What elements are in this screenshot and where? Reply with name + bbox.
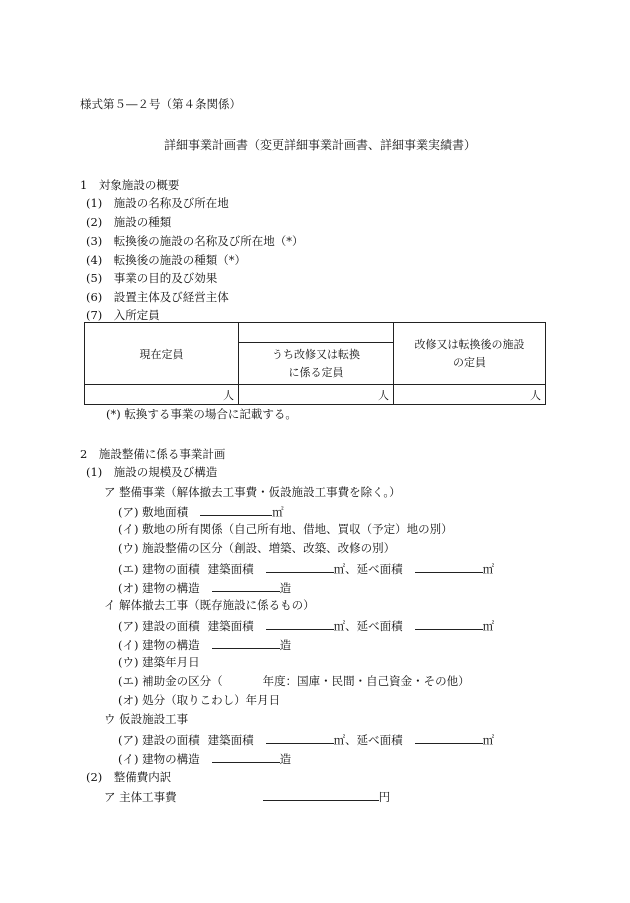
sqm-unit: ㎡ [333, 562, 346, 576]
post-conversion-header-line2: の定員 [453, 355, 486, 369]
section1-item-1: (1) 施設の名称及び所在地 [86, 196, 229, 210]
form-number: 様式第５―２号（第４条関係） [80, 97, 241, 111]
demolition-structure-line [118, 636, 291, 652]
subsidy-label: (エ) 補助金の区分（ [118, 674, 223, 688]
current-capacity-header: 現在定員 [85, 323, 239, 385]
capacity-table [84, 322, 546, 405]
main-cost-blank [263, 788, 379, 801]
building-structure-label: (オ) 建物の構造 [118, 581, 200, 595]
conversion-header-line1: うち改修又は転換 [272, 347, 360, 361]
build-area-blank [266, 560, 334, 573]
building-area-line [118, 560, 494, 576]
construction-area-label: (ア) 建設の面積 [118, 619, 200, 633]
document-title: 詳細事業計画書（変更詳細事業計画書、詳細事業実績書） [164, 138, 477, 152]
sqm-unit: ㎡ [333, 619, 346, 633]
sqm-unit: ㎡ [482, 562, 495, 576]
site-area-blank [200, 503, 272, 516]
total-floor-term: 、延べ面積 [345, 562, 403, 576]
site-area-label: (ア) 敷地面積 [118, 505, 189, 519]
build-area-blank [266, 617, 334, 630]
construction-date-line: (ウ) 建築年月日 [118, 655, 200, 669]
section1-item-6: (6) 設置主体及び経営主体 [86, 290, 229, 304]
section1-item-7: (7) 入所定員 [86, 308, 160, 322]
conversion-note: (*) 転換する事業の場合に記載する。 [106, 407, 297, 421]
total-floor-blank [415, 560, 483, 573]
cost-breakdown-heading: (2) 整備費内訳 [86, 770, 172, 784]
construction-area-label: (ア) 建設の面積 [118, 733, 200, 747]
building-structure-label: (イ) 建物の構造 [118, 752, 200, 766]
disposal-date-line: (オ) 処分（取りこわし）年月日 [118, 693, 281, 707]
conversion-header-line2: に係る定員 [288, 365, 344, 379]
build-area-blank [266, 731, 334, 744]
structure-suffix: 造 [279, 581, 292, 595]
build-area-term: 建築面積 [207, 619, 254, 633]
build-area-term: 建築面積 [207, 733, 254, 747]
post-conversion-capacity-cell: 人 [394, 385, 546, 405]
conversion-capacity-cell: 人 [239, 385, 394, 405]
total-floor-blank [415, 617, 483, 630]
building-area-label: (エ) 建物の面積 [118, 562, 200, 576]
demolition-heading: イ 解体撤去工事（既存施設に係るもの） [104, 598, 315, 612]
temporary-area-line [118, 731, 494, 747]
scale-structure-heading: (1) 施設の規模及び構造 [86, 465, 218, 479]
structure-blank [212, 579, 280, 592]
subsidy-options: 年度：国庫・民間・自己資金・その他） [262, 674, 470, 688]
building-structure-line [118, 579, 291, 595]
main-construction-cost-label: ア 主体工事費 [104, 790, 177, 804]
section1-item-5: (5) 事業の目的及び効果 [86, 271, 218, 285]
structure-blank [212, 636, 280, 649]
site-ownership-line: (イ) 敷地の所有関係（自己所有地、借地、買収（予定）地の別） [118, 522, 453, 536]
yen-unit: 円 [378, 790, 391, 804]
total-floor-term: 、延べ面積 [345, 619, 403, 633]
construction-type-line: (ウ) 施設整備の区分（創設、増築、改築、改修の別） [118, 541, 396, 555]
section1-item-2: (2) 施設の種類 [86, 215, 172, 229]
main-construction-cost-line [104, 788, 390, 804]
section2-heading: 2 施設整備に係る事業計画 [80, 447, 226, 461]
temporary-structure-line [118, 750, 291, 766]
post-conversion-capacity-header [394, 323, 546, 385]
building-structure-label: (イ) 建物の構造 [118, 638, 200, 652]
sqm-unit: ㎡ [333, 733, 346, 747]
temporary-construction-heading: ウ 仮設施設工事 [104, 712, 189, 726]
section1-item-3: (3) 転換後の施設の名称及び所在地（*） [86, 234, 304, 248]
conversion-capacity-header [239, 343, 394, 385]
section1-item-4: (4) 転換後の施設の種類（*） [86, 253, 247, 267]
subsidy-category-line [118, 674, 470, 688]
sqm-unit: ㎡ [482, 733, 495, 747]
section1-heading: 1 対象施設の概要 [80, 178, 180, 192]
construction-project-heading: ア 整備事業（解体撤去工事費・仮設施設工事費を除く。） [104, 485, 401, 499]
structure-suffix: 造 [279, 752, 292, 766]
site-area-line [118, 503, 284, 519]
structure-blank [212, 750, 280, 763]
structure-suffix: 造 [279, 638, 292, 652]
table-header-spacer [239, 323, 394, 343]
post-conversion-header-line1: 改修又は転換後の施設 [414, 337, 525, 351]
build-area-term: 建築面積 [207, 562, 254, 576]
total-floor-term: 、延べ面積 [345, 733, 403, 747]
demolition-area-line [118, 617, 494, 633]
sqm-unit: ㎡ [272, 505, 284, 519]
current-capacity-cell: 人 [85, 385, 239, 405]
total-floor-blank [415, 731, 483, 744]
sqm-unit: ㎡ [482, 619, 495, 633]
